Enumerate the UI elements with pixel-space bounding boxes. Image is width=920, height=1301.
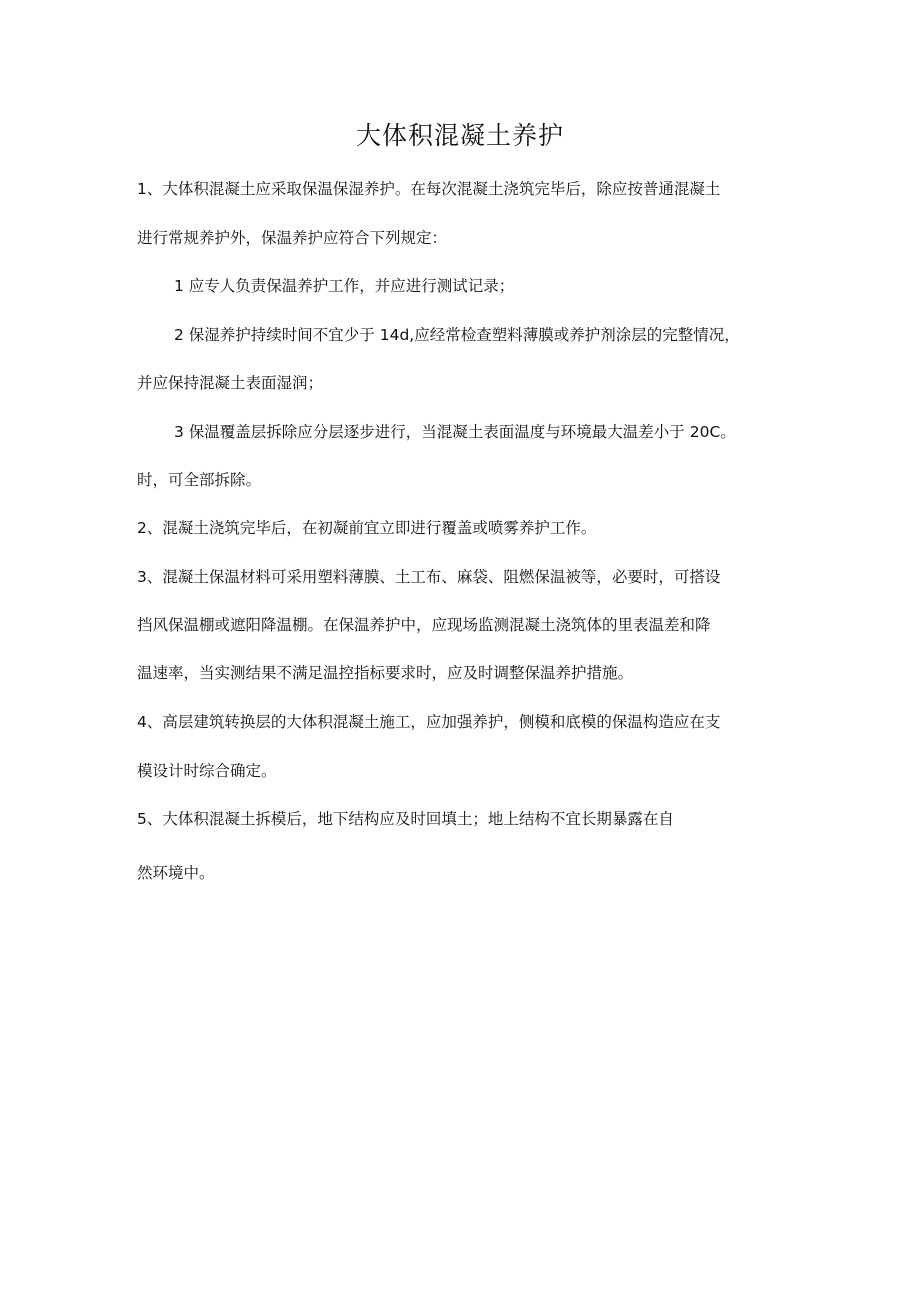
text-line: 并应保持混凝土表面湿润； (137, 374, 324, 392)
document-title: 大体积混凝土养护 (355, 121, 564, 150)
text-line: 温速率，当实测结果不满足温控指标要求时，应及时调整保温养护措施。 (137, 664, 634, 682)
text-line: 5、大体积混凝土拆模后，地下结构应及时回填土；地上结构不宜长期暴露在自 (137, 810, 674, 828)
text-line: 进行常规养护外，保温养护应符合下列规定： (137, 229, 448, 247)
text-line: 1、大体积混凝土应采取保温保湿养护。在每次混凝土浇筑完毕后，除应按普通混凝土 (137, 180, 721, 198)
text-line: 1 应专人负责保温养护工作，并应进行测试记录； (174, 277, 515, 295)
text-line: 3 保温覆盖层拆除应分层逐步进行，当混凝土表面温度与环境最大温差小于 20C。 (174, 423, 736, 441)
text-line: 时，可全部拆除。 (137, 471, 262, 489)
text-line: 3、混凝土保温材料可采用塑料薄膜、土工布、麻袋、阻燃保温被等，必要时，可搭设 (137, 568, 721, 586)
text-line: 4、高层建筑转换层的大体积混凝土施工，应加强养护，侧模和底模的保温构造应在支 (137, 713, 721, 731)
text-line: 2 保湿养护持续时间不宜少于 14d,应经常检查塑料薄膜或养护剂涂层的完整情况， (174, 326, 740, 344)
text-line: 模设计时综合确定。 (137, 762, 277, 780)
text-line: 挡风保温棚或遮阳降温棚。在保温养护中，应现场监测混凝土浇筑体的里表温差和降 (137, 616, 711, 634)
text-line: 2、混凝土浇筑完毕后，在初凝前宜立即进行覆盖或喷雾养护工作。 (137, 519, 597, 537)
text-line: 然环境中。 (137, 864, 215, 882)
